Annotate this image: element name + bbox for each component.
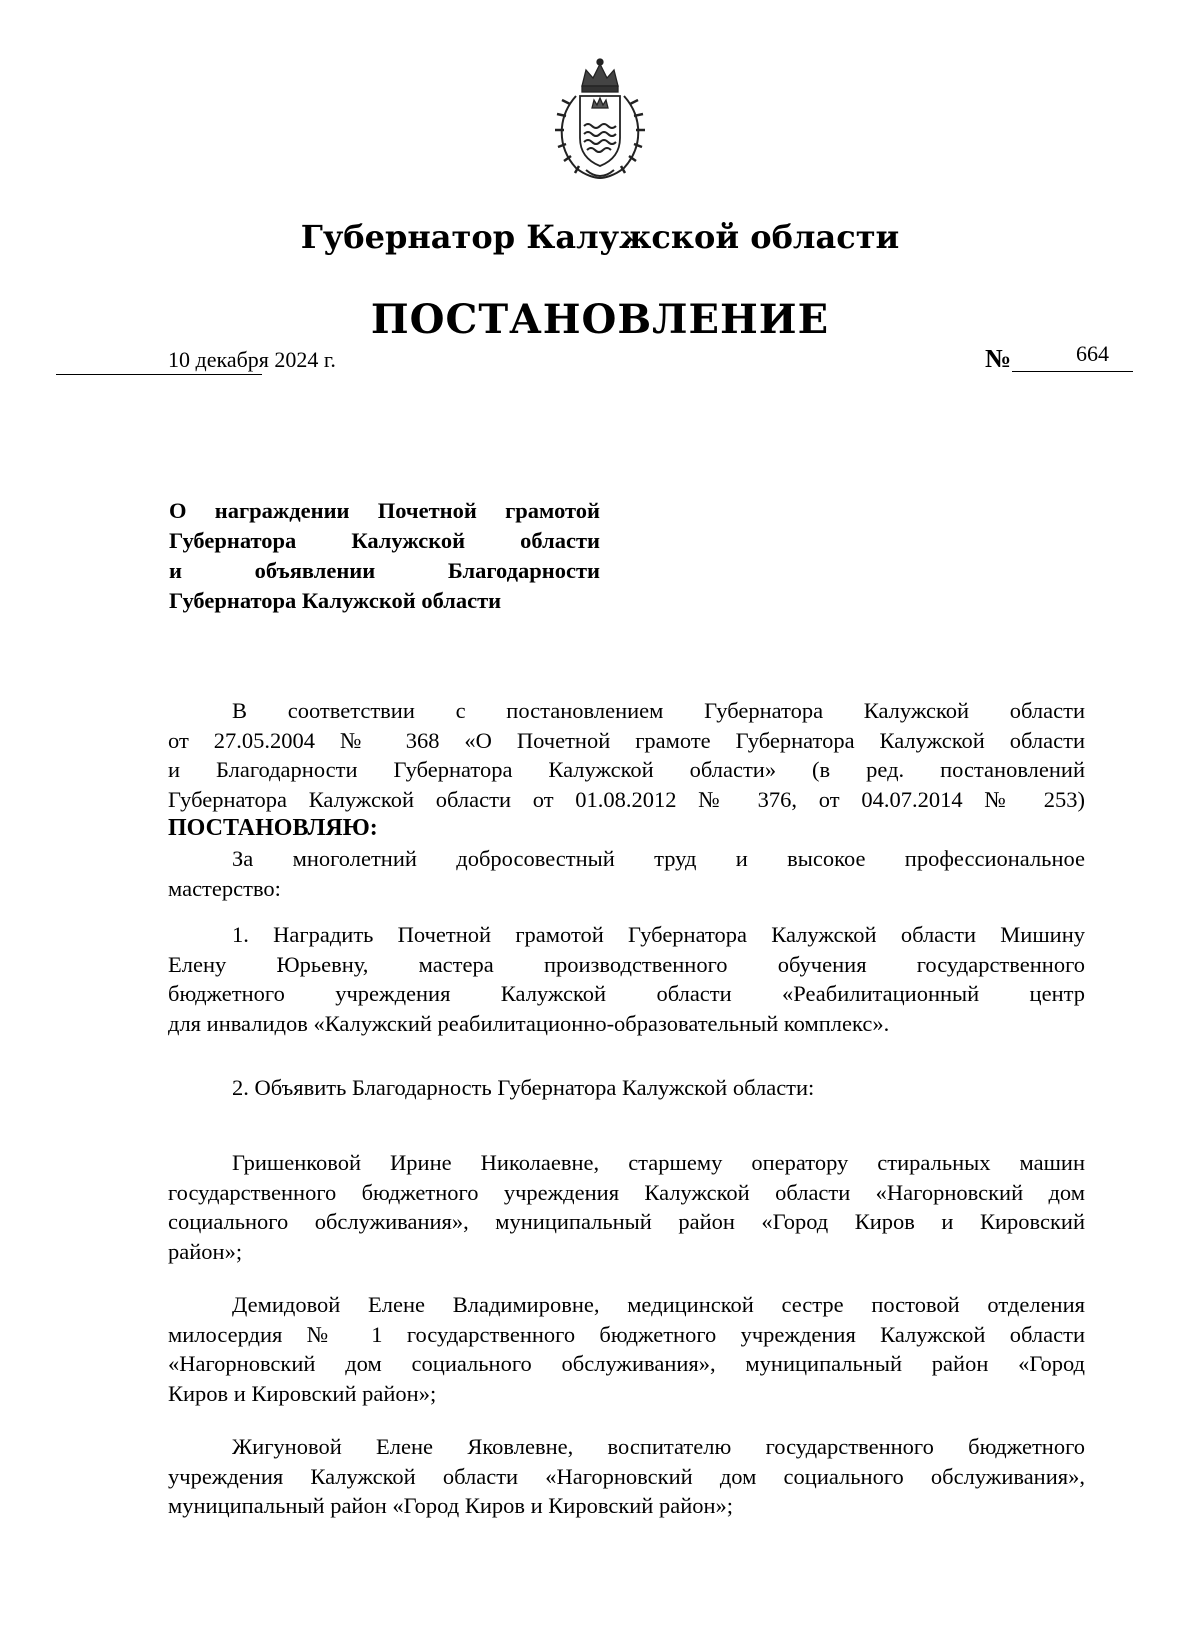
preamble-line: от 27.05.2004 № 368 «О Почетной грамоте Губернатора Калужской области bbox=[168, 727, 1085, 753]
awardee-3 bbox=[168, 1432, 1085, 1521]
document-type: ПОСТАНОВЛЕНИЕ bbox=[370, 296, 830, 343]
number-underline bbox=[1012, 371, 1133, 372]
awardee-line: государственного бюджетного учреждения Калужской области «Нагорновский дом bbox=[168, 1179, 1085, 1205]
preamble-line: Губернатора Калужской области от 01.08.2012 № 376, от 04.07.2014 № 253) bbox=[168, 786, 1085, 812]
item-1-line: для инвалидов «Калужский реабилитационно-образовательный комплекс». bbox=[168, 1010, 890, 1036]
awardee-line: район»; bbox=[168, 1238, 243, 1264]
awardee-line: «Нагорновский дом социального обслуживания», муниципальный район «Город bbox=[168, 1351, 1085, 1376]
item-1-line: Елену Юрьевну, мастера производственного обучения государственного bbox=[168, 951, 1085, 977]
awardee-line: муниципальный район «Город Киров и Кировский район»; bbox=[168, 1493, 734, 1518]
document-number: 664 bbox=[1076, 341, 1109, 366]
awardee-line: Демидовой Елене Владимировне, медицинской сестре постовой отделения bbox=[232, 1292, 1085, 1317]
preamble-line: и Благодарности Губернатора Калужской области» (в ред. постановлений bbox=[168, 757, 1085, 782]
item-1-line: 1. Наградить Почетной грамотой Губернатора Калужской области Мишину bbox=[232, 922, 1085, 947]
issuer-title: Губернатор Калужской области bbox=[300, 218, 900, 256]
item-2 bbox=[168, 1073, 1085, 1103]
awardee-2 bbox=[168, 1290, 1085, 1408]
document-date: 10 декабря 2024 г. bbox=[168, 347, 336, 372]
awardee-1 bbox=[168, 1148, 1085, 1266]
subject-line: О награждении Почетной грамотой bbox=[169, 498, 600, 523]
awardee-line: милосердия № 1 государственного бюджетного учреждения Калужской области bbox=[168, 1321, 1085, 1347]
preamble-line: В соответствии с постановлением Губернатора Калужской области bbox=[232, 698, 1085, 723]
awardee-line: Киров и Кировский район»; bbox=[168, 1380, 437, 1406]
reason-line: мастерство: bbox=[168, 875, 281, 901]
document-subject bbox=[169, 496, 600, 616]
kaluga-coat-of-arms-icon bbox=[546, 56, 654, 184]
awardee-line: Жигуновой Елене Яковлевне, воспитателю государственного бюджетного bbox=[232, 1434, 1085, 1459]
reason-line: За многолетний добросовестный труд и высокое профессиональное bbox=[232, 846, 1085, 871]
reason bbox=[168, 844, 1085, 903]
subject-line: и объявлении Благодарности bbox=[169, 558, 600, 583]
preamble bbox=[168, 696, 1085, 844]
date-underline bbox=[56, 374, 262, 375]
item-1-line: бюджетного учреждения Калужской области «Реабилитационный центр bbox=[168, 981, 1085, 1006]
awardee-line: учреждения Калужской области «Нагорновский дом социального обслуживания», bbox=[168, 1463, 1085, 1489]
number-label: № bbox=[985, 344, 1012, 373]
resolve-keyword: ПОСТАНОВЛЯЮ: bbox=[168, 815, 378, 841]
awardee-line: социального обслуживания», муниципальный район «Город Киров и Кировский bbox=[168, 1209, 1085, 1234]
item-1 bbox=[168, 920, 1085, 1038]
subject-line: Губернатора Калужской области bbox=[169, 528, 600, 553]
item-2-line: 2. Объявить Благодарность Губернатора Калужской области: bbox=[232, 1075, 815, 1100]
subject-line: Губернатора Калужской области bbox=[169, 588, 502, 613]
awardee-line: Гришенковой Ирине Николаевне, старшему оператору стиральных машин bbox=[232, 1150, 1085, 1175]
